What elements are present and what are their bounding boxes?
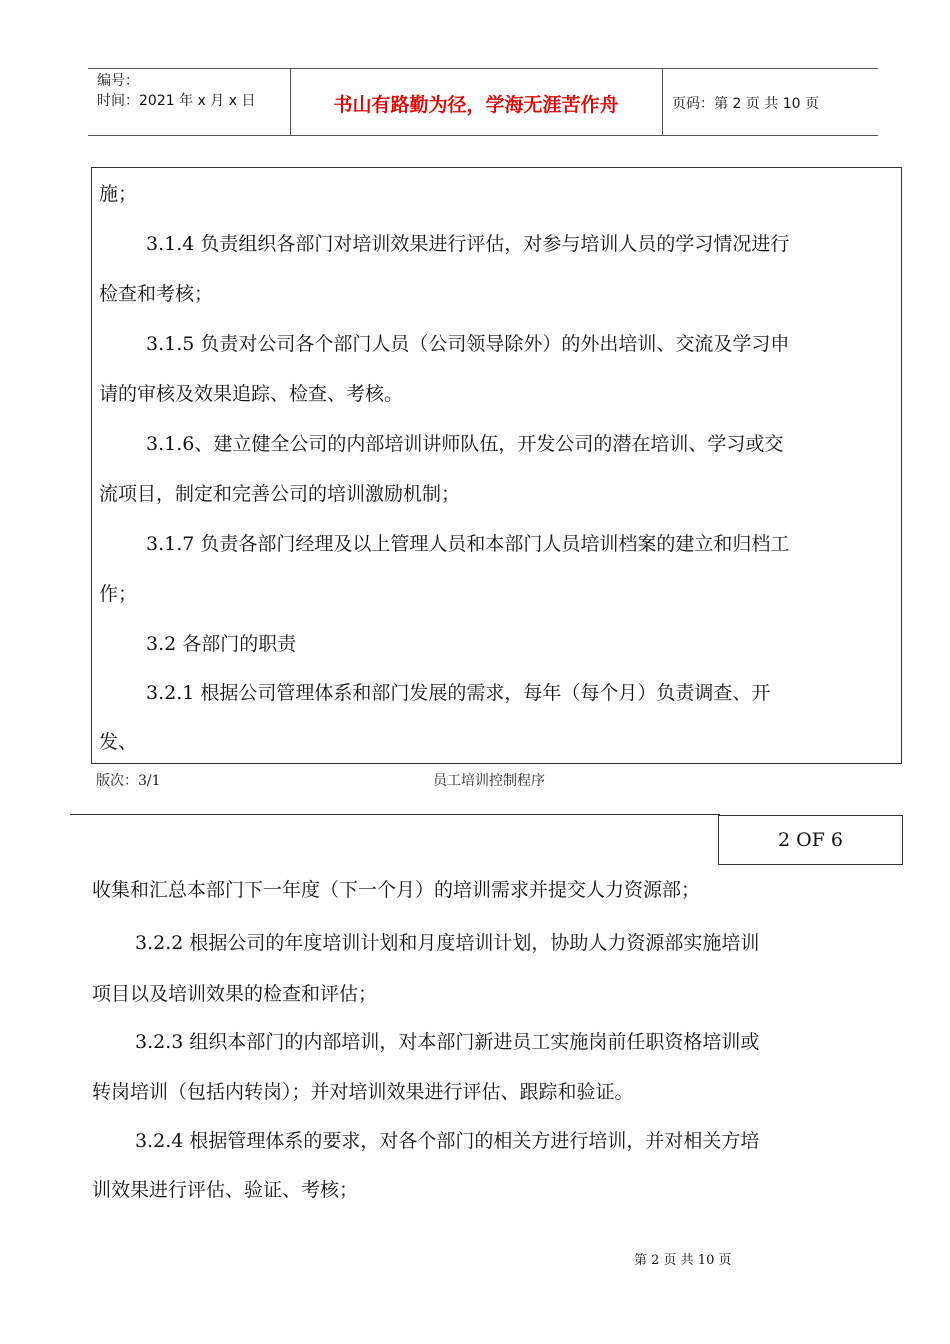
body-line: 转岗培训（包括内转岗）；并对培训效果进行评估、跟踪和验证。 bbox=[92, 1081, 634, 1103]
body-line: 3.2.4 根据管理体系的要求，对各个部门的相关方进行培训，并对相关方培 bbox=[135, 1130, 760, 1152]
box-line: 3.1.5 负责对公司各个部门人员（公司领导除外）的外出培训、交流及学习申 bbox=[146, 333, 790, 355]
box-line: 请的审核及效果追踪、检查、考核。 bbox=[99, 383, 404, 405]
box-line: 发、 bbox=[99, 731, 138, 753]
box-line: 作； bbox=[99, 583, 138, 605]
page-of-box: 2 OF 6 bbox=[718, 815, 903, 865]
header-motto: 书山有路勤为径，学海无涯苦作舟 bbox=[333, 94, 619, 116]
box-line: 检查和考核； bbox=[99, 283, 214, 305]
box-line: 3.1.7 负责各部门经理及以上管理人员和本部门人员培训档案的建立和归档工 bbox=[146, 533, 790, 555]
version-label: 版次：3/1 bbox=[96, 773, 161, 789]
header-top-rule bbox=[88, 68, 878, 69]
header-time: 时间：2021 年 x 月 x 日 bbox=[97, 93, 256, 109]
header-number: 编号： bbox=[97, 73, 139, 89]
body-line: 3.2.3 组织本部门的内部培训，对本部门新进员工实施岗前任职资格培训或 bbox=[135, 1031, 760, 1053]
section-separator bbox=[70, 814, 720, 815]
body-line: 项目以及培训效果的检查和评估； bbox=[92, 983, 378, 1005]
header-page-number: 页码：第 2 页 共 10 页 bbox=[672, 96, 819, 112]
body-line: 3.2.2 根据公司的年度培训计划和月度培训计划，协助人力资源部实施培训 bbox=[135, 932, 760, 954]
box-line: 3.1.6、建立健全公司的内部培训讲师队伍，开发公司的潜在培训、学习或交 bbox=[146, 433, 784, 455]
box-line: 施； bbox=[99, 183, 138, 205]
document-title: 员工培训控制程序 bbox=[433, 773, 545, 789]
box-line: 3.2 各部门的职责 bbox=[146, 633, 297, 655]
box-line: 3.2.1 根据公司管理体系和部门发展的需求，每年（每个月）负责调查、开 bbox=[146, 682, 771, 704]
header-bottom-rule bbox=[88, 135, 878, 136]
body-line: 收集和汇总本部门下一年度（下一个月）的培训需求并提交人力资源部； bbox=[92, 879, 701, 901]
page-footer: 第 2 页 共 10 页 bbox=[634, 1253, 732, 1268]
box-line: 流项目，制定和完善公司的培训激励机制； bbox=[99, 483, 461, 505]
header-divider-right bbox=[662, 68, 663, 136]
body-line: 训效果进行评估、验证、考核； bbox=[92, 1179, 359, 1201]
header-meta bbox=[97, 71, 255, 111]
box-line: 3.1.4 负责组织各部门对培训效果进行评估，对参与培训人员的学习情况进行 bbox=[146, 233, 790, 255]
